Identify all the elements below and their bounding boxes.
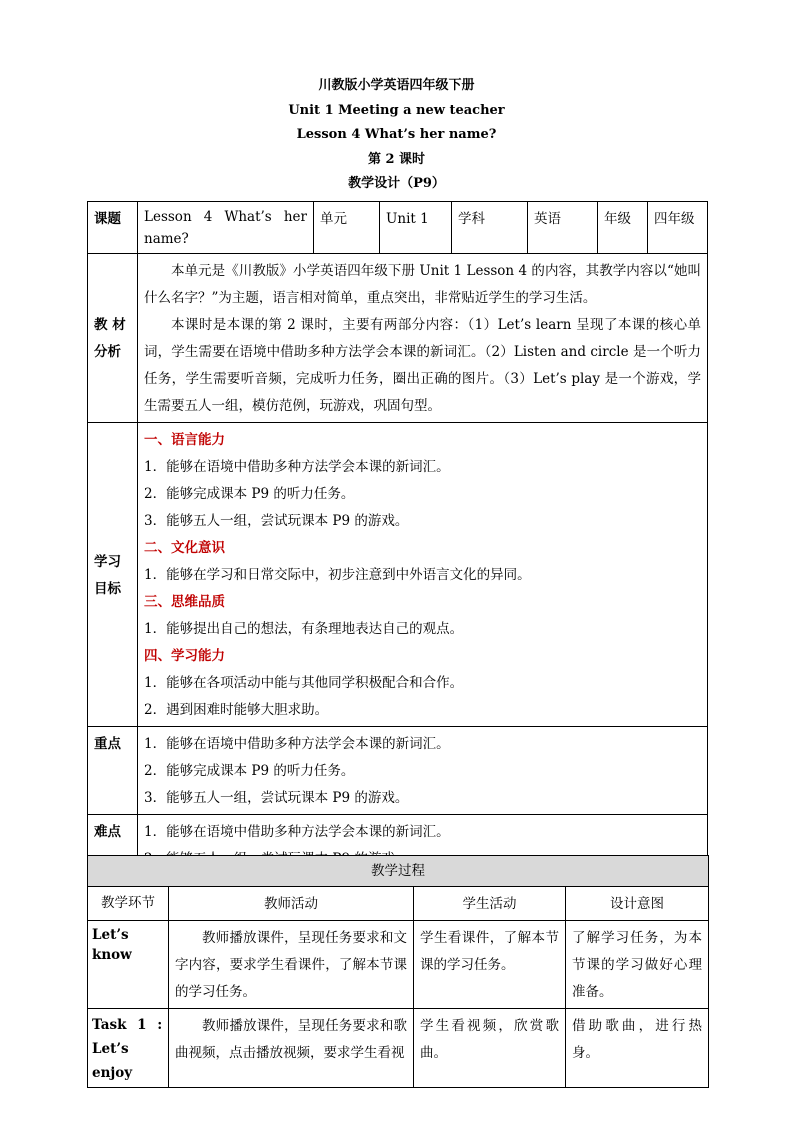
process-teacher-activity: 教师播放课件，呈现任务要求和文字内容，要求学生看课件，了解本节课的学习任务。 [169,921,414,1009]
info-row [88,202,708,254]
doc-title-design: 教学设计（P9） [348,176,445,191]
process-student-activity: 学生看视频，欣赏歌曲。 [414,1009,566,1088]
objective-item: 2．遇到困难时能够大胆求助。 [144,702,329,718]
lesson-info-table [87,201,708,876]
process-row [88,1009,709,1088]
objective-heading: 三、思维品质 [144,594,225,610]
objective-heading: 一、语言能力 [144,432,225,448]
doc-title-unit: Unit 1 Meeting a new teacher [288,102,505,118]
process-design-intent: 了解学习任务，为本节课的学习做好心理准备。 [566,921,709,1009]
key-point-item: 3．能够五人一组，尝试玩课本 P9 的游戏。 [144,790,409,806]
doc-title-textbook: 川教版小学英语四年级下册 [318,78,475,93]
header-teacher: 教师活动 [169,887,414,921]
process-title-row [88,856,709,887]
unit-label: 单元 [314,202,380,254]
topic-label: 课题 [88,202,138,254]
key-points-label: 重点 [88,727,138,815]
unit-value: Unit 1 [380,202,452,254]
header-student: 学生活动 [414,887,566,921]
process-title: 教学过程 [88,856,709,887]
process-header-row [88,887,709,921]
key-points-content [138,727,708,815]
doc-title-period: 第 2 课时 [367,151,426,167]
process-stage: Let’s know [88,921,169,1009]
key-points-row [88,727,708,815]
process-design-intent: 借助歌曲，进行热身。 [566,1009,709,1088]
objective-item: 1．能够在各项活动中能与其他同学积极配合和合作。 [144,675,464,691]
process-teacher-activity: 教师播放课件，呈现任务要求和歌曲视频，点击播放视频，要求学生看视 [169,1009,414,1088]
header-intent: 设计意图 [566,887,709,921]
analysis-paragraph-2: 本课时是本课的第 2 课时，主要有两部分内容：（1）Let’s learn 呈现了本课的核心单词，学生需要在语境中借助多种方法学会本课的新词汇。（2）Listen and circle 是一个听力任务，学生需要听音频，完成听力任务，圈出正确的图片。（3）Let’s play 是一个游戏，学生需要五人一组，模仿范例，玩游戏，巩固句型。 [144,317,701,414]
objective-heading: 二、文化意识 [144,540,225,556]
key-point-item: 2．能够完成课本 P9 的听力任务。 [144,763,355,779]
process-student-activity: 学生看课件，了解本节课的学习任务。 [414,921,566,1009]
objective-item: 1．能够在学习和日常交际中，初步注意到中外语言文化的异同。 [144,567,531,583]
document-header [0,74,793,197]
objectives-content [138,423,708,727]
grade-value: 四年级 [648,202,708,254]
difficulties-label: 难点 [88,815,138,876]
analysis-row [88,254,708,423]
subject-value: 英语 [528,202,598,254]
difficulty-item: 1．能够在语境中借助多种方法学会本课的新词汇。 [144,824,450,840]
teaching-process-table [87,855,709,1088]
topic-value: Lesson 4 What’s her name? [138,202,314,254]
objectives-row [88,423,708,727]
grade-label: 年级 [598,202,648,254]
objective-item: 3．能够五人一组，尝试玩课本 P9 的游戏。 [144,513,409,529]
objective-item: 1．能够在语境中借助多种方法学会本课的新词汇。 [144,459,450,475]
header-stage: 教学环节 [88,887,169,921]
analysis-content [138,254,708,423]
analysis-paragraph-1: 本单元是《川教版》小学英语四年级下册 Unit 1 Lesson 4 的内容，其教学内容以“她叫什么名字？”为主题，语言相对简单，重点突出，非常贴近学生的学习生活。 [144,263,701,306]
process-row [88,921,709,1009]
subject-label: 学科 [452,202,528,254]
doc-title-lesson: Lesson 4 What’s her name? [296,127,497,142]
analysis-label: 教 材 分析 [88,254,138,423]
key-point-item: 1．能够在语境中借助多种方法学会本课的新词汇。 [144,736,450,752]
objective-heading: 四、学习能力 [144,648,225,664]
objectives-label: 学习 目标 [88,423,138,727]
process-stage: Task 1 : Let’s enjoy [88,1009,169,1088]
objective-item: 2．能够完成课本 P9 的听力任务。 [144,486,355,502]
objective-item: 1．能够提出自己的想法，有条理地表达自己的观点。 [144,621,464,637]
